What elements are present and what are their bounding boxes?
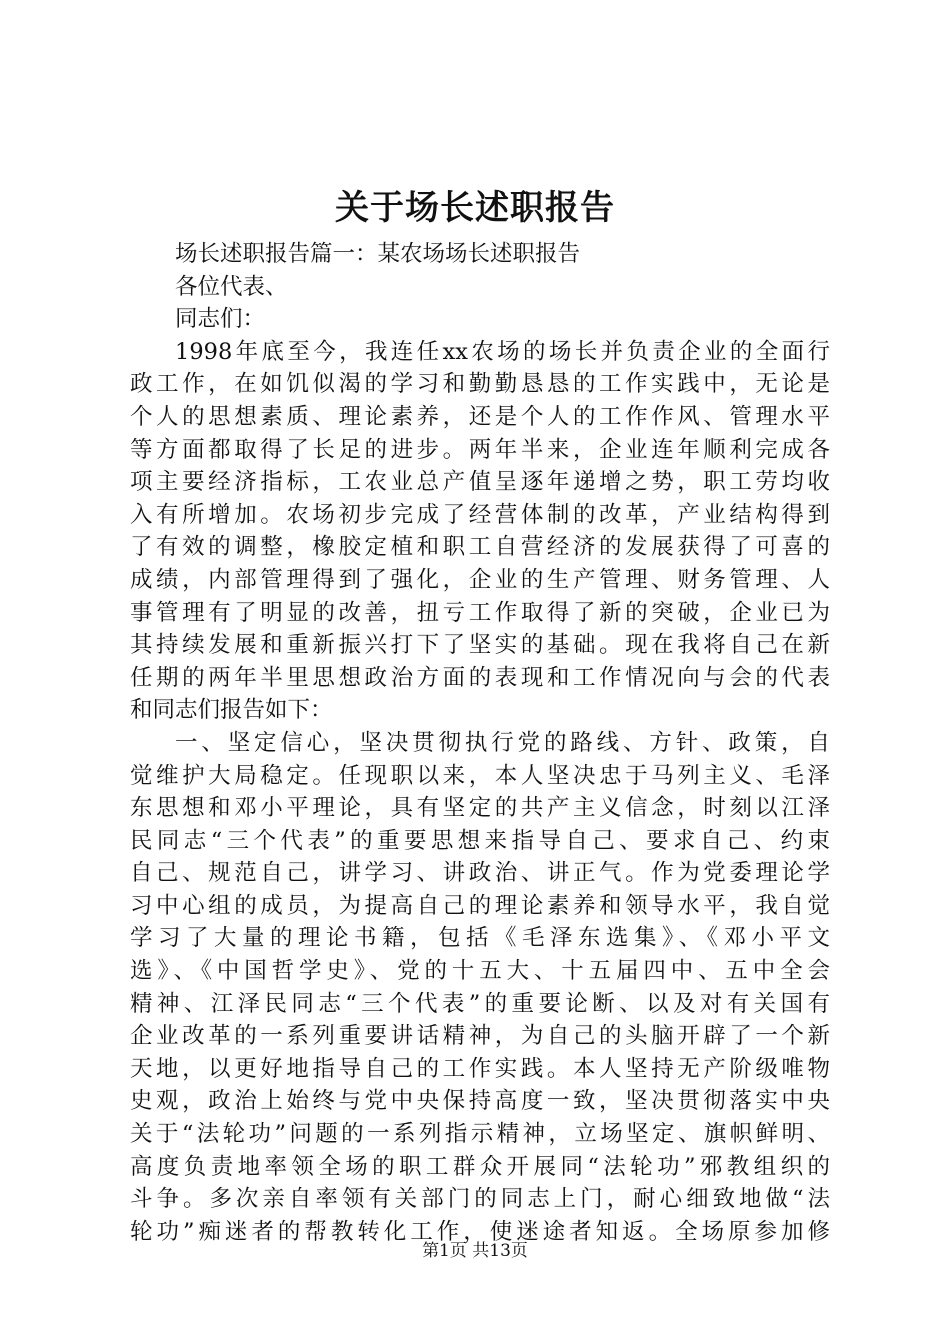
text-line: 和同志们报告如下：	[130, 697, 333, 724]
text-line: 高度负责地率领全场的职工群众开展同“法轮功”邪教组织的	[130, 1153, 830, 1180]
text-line: 场长述职报告篇一：某农场场长述职报告	[175, 241, 581, 267]
text-line: 选》、《中国哲学史》、党的十五大、十五届四中、五中全会	[130, 958, 830, 985]
text-line: 1998年底至今，我连任xx农场的场长并负责企业的全面行	[175, 338, 830, 365]
text-line: 成绩，内部管理得到了强化，企业的生产管理、财务管理、人	[130, 566, 830, 593]
text-line: 等方面都取得了长足的进步。两年半来，企业连年顺利完成各	[130, 436, 830, 463]
text-line: 斗争。多次亲自率领有关部门的同志上门，耐心细致地做“法	[130, 1186, 830, 1213]
text-line: 各位代表、	[175, 273, 288, 300]
text-line: 了有效的调整，橡胶定植和职工自营经济的发展获得了可喜的	[130, 534, 830, 561]
document-title: 关于场长述职报告	[335, 188, 615, 228]
document-body	[130, 238, 830, 1248]
text-line: 个人的思想素质、理论素养，还是个人的工作作风、管理水平	[130, 403, 830, 430]
text-line: 轮功”痴迷者的帮教转化工作，使迷途者知返。全场原参加修	[130, 1218, 830, 1245]
text-line: 一、坚定信心，坚决贯彻执行党的路线、方针、政策，自	[175, 729, 830, 756]
text-line: 同志们：	[175, 306, 266, 333]
page-footer: 第1页 共13页	[422, 1241, 528, 1261]
text-line: 项主要经济指标，工农业总产值呈逐年递增之势，职工劳均收	[130, 469, 830, 496]
text-line: 入有所增加。农场初步完成了经营体制的改革，产业结构得到	[130, 501, 830, 528]
text-line: 企业改革的一系列重要讲话精神，为自己的头脑开辟了一个新	[130, 1023, 830, 1050]
text-line: 任期的两年半里思想政治方面的表现和工作情况向与会的代表	[130, 664, 830, 691]
text-line: 自己、规范自己，讲学习、讲政治、讲正气。作为党委理论学	[130, 860, 830, 887]
text-line: 政工作，在如饥似渴的学习和勤勤恳恳的工作实践中，无论是	[130, 371, 830, 398]
text-line: 觉维护大局稳定。任现职以来，本人坚决忠于马列主义、毛泽	[130, 762, 830, 789]
text-line: 天地，以更好地指导自己的工作实践。本人坚持无产阶级唯物	[130, 1055, 830, 1082]
text-line: 关于“法轮功”问题的一系列指示精神，立场坚定、旗帜鲜明、	[130, 1121, 830, 1148]
text-line: 学习了大量的理论书籍，包括《毛泽东选集》、《邓小平文	[130, 925, 830, 952]
text-line: 精神、江泽民同志“三个代表”的重要论断、以及对有关国有	[130, 990, 830, 1017]
text-line: 东思想和邓小平理论，具有坚定的共产主义信念，时刻以江泽	[130, 795, 830, 822]
text-line: 史观，政治上始终与党中央保持高度一致，坚决贯彻落实中央	[130, 1088, 830, 1115]
text-line: 事管理有了明显的改善，扭亏工作取得了新的突破，企业已为	[130, 599, 830, 626]
text-line: 民同志“三个代表”的重要思想来指导自己、要求自己、约束	[130, 827, 830, 854]
text-line: 习中心组的成员，为提高自己的理论素养和领导水平，我自觉	[130, 892, 830, 919]
text-line: 其持续发展和重新振兴打下了坚实的基础。现在我将自己在新	[130, 632, 830, 659]
